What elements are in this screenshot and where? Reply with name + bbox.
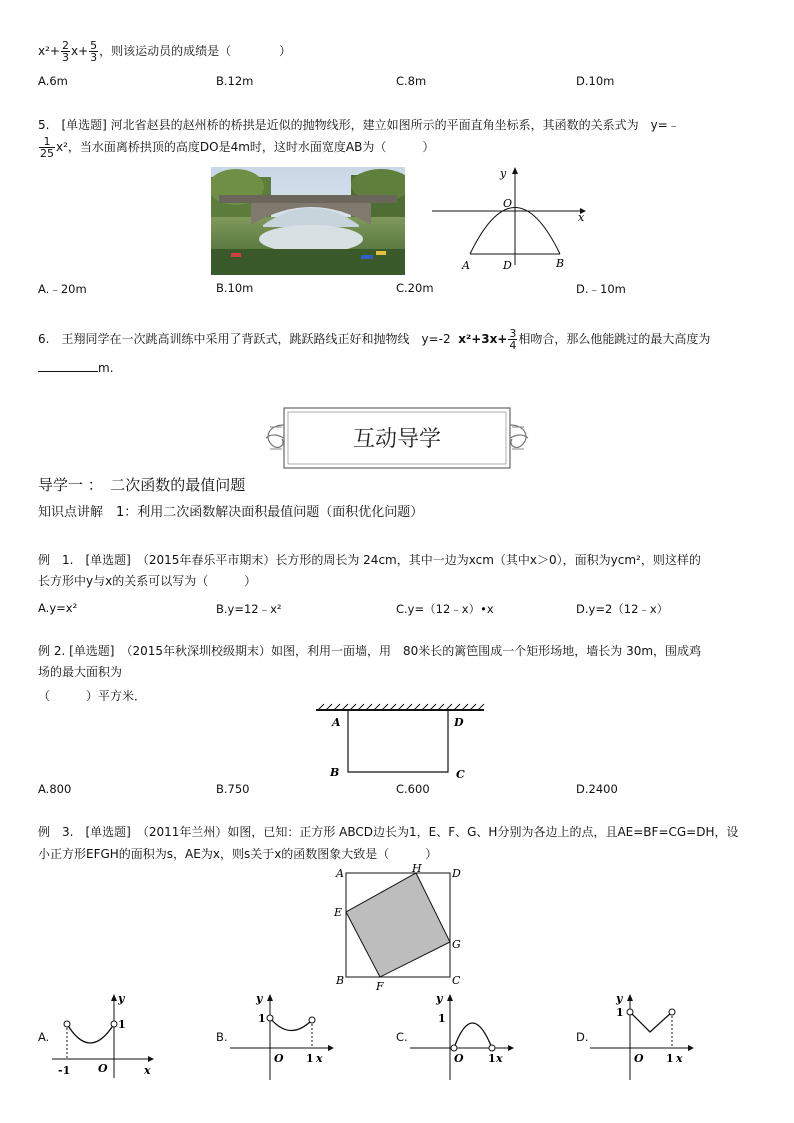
label-y: y (616, 992, 623, 1005)
label-one: 1 (118, 1018, 126, 1031)
label-d: D (454, 716, 464, 729)
label-one-x: 1 (666, 1052, 674, 1065)
ex1-line1: 例 1. [单选题] （2015年春乐平市期末）长方形的周长为 24cm，其中一边为xcm（其中x＞0），面积为ycm²，则这样的 (38, 553, 701, 567)
label-one-x: 1 (306, 1052, 314, 1065)
ex3-option-b-letter: B. (216, 1030, 228, 1044)
left-ornament (266, 425, 284, 447)
inner-square (346, 873, 450, 977)
ex1-option-b: B.y=12﹣x² (216, 602, 282, 616)
label-b: B (336, 974, 345, 987)
fence-rectangle (348, 710, 448, 772)
q4-stem: x²+ $\frac{2}{3}$ x+ $\frac{5}{3}$ ，则该运动员的成绩是（ ） (38, 39, 292, 64)
x-label: x (578, 211, 585, 224)
point-a-label: A (462, 259, 470, 272)
label-f: F (376, 980, 384, 993)
label-a: A (332, 716, 341, 729)
label-o: O (274, 1052, 284, 1065)
label-a: A (336, 867, 344, 880)
ex3-line2: 小正方形EFGH的面积为s，AE为x，则s关于x的函数图象大致是（ ） (38, 847, 438, 861)
ex3-option-d-letter: D. (576, 1030, 589, 1044)
ex2-option-c: C.600 (396, 782, 430, 796)
section-heading: 导学一 ： 二次函数的最值问题 (38, 476, 246, 494)
label-e: E (334, 906, 343, 919)
bridge-photo (211, 167, 405, 275)
label-o: O (98, 1062, 108, 1075)
curve (454, 1023, 492, 1048)
label-one: 1 (616, 1006, 624, 1019)
label-o: O (454, 1052, 464, 1065)
q4-option-a: A.6m (38, 74, 68, 88)
q6-stem: 6. 王翔同学在一次跳高训练中采用了背跃式，跳跃路线正好和抛物线 y=-2 x²+3x+ $\frac{3}{4}$ 相吻合，那么他能跳过的最大高度为 (38, 327, 711, 352)
q5-line2: $\frac{1}{25}$ x²，当水面离桥拱顶的高度DO是4m时，这时水面宽度AB为（ ） (40, 135, 435, 160)
ex1-line2: 长方形中y与x的关系可以写为（ ） (38, 574, 257, 588)
y-label: y (500, 167, 507, 180)
label-y: y (118, 992, 125, 1005)
label-y: y (256, 992, 263, 1005)
ex3-square-figure (330, 864, 466, 994)
label-one: 1 (438, 1012, 446, 1025)
label-h: H (412, 864, 422, 875)
label-x: x (496, 1052, 503, 1065)
point-b-label: B (556, 257, 565, 270)
knowledge-point: 知识点讲解 1：利用二次函数解决面积最值问题（面积优化问题） (38, 505, 424, 520)
label-b: B (330, 766, 340, 779)
q6-answer-line: m. (38, 360, 114, 376)
curve (270, 1018, 312, 1031)
label-y: y (436, 992, 443, 1005)
q5-option-d: D.﹣10m (576, 282, 626, 296)
ex1-option-a: A.y=x² (38, 601, 78, 615)
ex3-option-c-letter: C. (396, 1030, 408, 1044)
ex2-option-d: D.2400 (576, 782, 618, 796)
q6-frac: $\frac{3}{4}$ (509, 327, 517, 352)
label-x: x (144, 1064, 151, 1077)
ex2-line3: （ ）平方米． (38, 689, 147, 703)
point-d-label: D (503, 259, 512, 272)
label-o: O (634, 1052, 644, 1065)
q4-option-b: B.12m (216, 74, 254, 88)
ex2-option-b: B.750 (216, 782, 250, 796)
q5-parabola-graph (430, 165, 595, 275)
label-c: C (452, 974, 461, 987)
curve (67, 1024, 114, 1043)
origin-label: O (503, 197, 513, 210)
ex3-graph-b (230, 990, 340, 1080)
right-ornament (510, 425, 528, 447)
ex2-rectangle-figure (312, 702, 492, 782)
label-one-x: 1 (488, 1052, 496, 1065)
label-d: D (452, 867, 461, 880)
ex2-line2: 场的最大面积为 (38, 665, 123, 679)
q5-option-b: B.10m (216, 281, 254, 295)
q5-line1: 5. [单选题] 河北省赵县的赵州桥的桥拱是近似的抛物线形，建立如图所示的平面直角坐标系，其函数的关系式为 y=﹣ (38, 118, 680, 132)
q5-option-c: C.20m (396, 281, 434, 295)
ex1-option-c: C.y=（12﹣x）•x (396, 602, 494, 616)
label-x: x (316, 1052, 323, 1065)
q4-frac1: $\frac{2}{3}$ (61, 39, 69, 64)
ex3-graph-c (410, 990, 520, 1080)
label-one: 1 (258, 1012, 266, 1025)
y-axis-arrow (512, 167, 518, 174)
q4-option-c: C.8m (396, 74, 427, 88)
ex2-line1: 例 2. [单选题] （2015年秋深圳校级期末）如图，利用一面墙，用 80米长的篱笆围成一个矩形场地，墙长为 30m，围成鸡 (38, 644, 702, 658)
label-neg1: -1 (58, 1064, 71, 1077)
ex2-option-a: A.800 (38, 782, 72, 796)
ex3-graph-d (590, 990, 700, 1080)
ex3-line1: 例 3. [单选题] （2011年兰州）如图，已知：正方形 ABCD边长为1，E、F、G、H分别为各边上的点，且AE=BF=CG=DH，设 (38, 825, 739, 839)
banner-title: 互动导学 (352, 427, 442, 452)
label-c: C (456, 768, 465, 781)
ex1-option-d: D.y=2（12﹣x） (576, 602, 669, 616)
answer-blank (38, 361, 98, 372)
q5-frac: $\frac{1}{25}$ (40, 135, 54, 160)
q4-option-d: D.10m (576, 74, 615, 88)
ex3-graph-a (52, 990, 162, 1080)
q5-option-a: A.﹣20m (38, 282, 87, 296)
section-banner (262, 405, 532, 471)
curve (630, 1012, 672, 1032)
ex3-option-a-letter: A. (38, 1030, 50, 1044)
label-g: G (452, 938, 461, 951)
q4-frac2: $\frac{5}{3}$ (90, 39, 98, 64)
label-x: x (676, 1052, 683, 1065)
